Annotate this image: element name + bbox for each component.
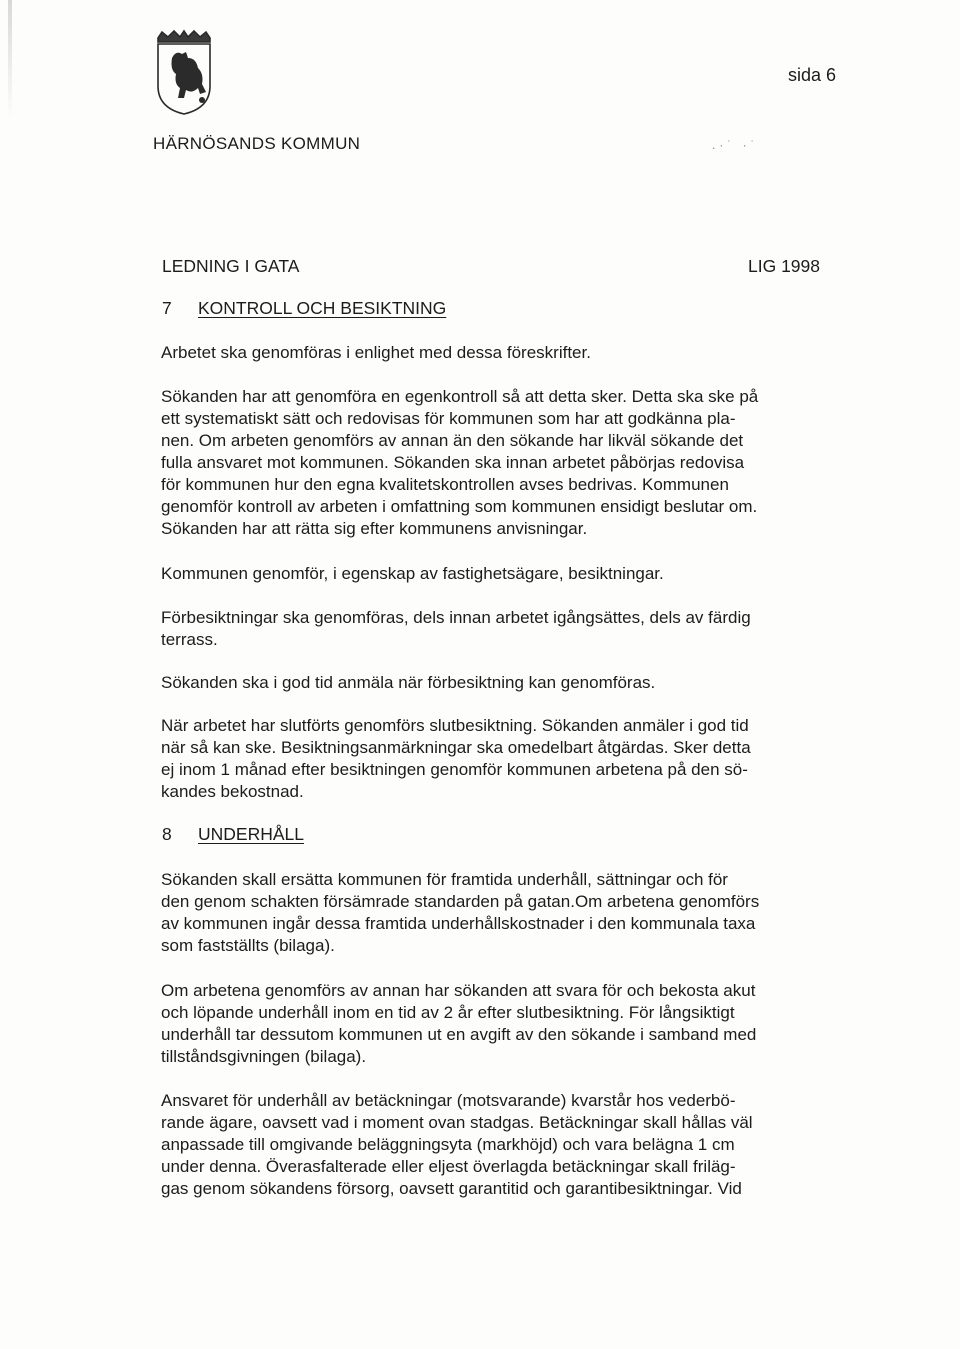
text-line: under denna. Överasfalterade eller eljest överlagda betäckningar skall friläg- [161,1157,736,1176]
paragraph [161,342,841,364]
text-line: nen. Om arbeten genomförs av annan än den sökande har likväl sökande det [161,431,744,450]
scan-speck: .·˙ ·˙ [712,138,759,152]
section-number: 7 [162,298,172,318]
page-number: sida 6 [788,65,837,85]
text-line: anpassade till omgivande beläggningsyta (markhöjd) och vara belägna 1 cm [161,1135,735,1154]
text-line: underhåll tar dessutom kommunen ut en avgift av den sökande i samband med [161,1025,757,1044]
text-line: när så kan ske. Besiktningsanmärkningar ska omedelbart åtgärdas. Sker detta [161,738,751,757]
text-line: När arbetet har slutförts genomförs slutbesiktning. Sökanden anmäler i god tid [161,716,749,735]
paragraph [161,980,841,1068]
text-line: tillståndsgivningen (bilaga). [161,1047,367,1066]
text-line: ej inom 1 månad efter besiktningen genomför kommunen arbetena på den sö- [161,760,748,779]
section-heading-kontroll [162,298,446,319]
text-line: gas genom sökandens försorg, oavsett garantitid och garantibesiktningar. Vid [161,1179,742,1198]
section-title: KONTROLL OCH BESIKTNING [198,298,447,318]
text-line: Sökanden har att rätta sig efter kommunens anvisningar. [161,519,588,538]
text-line: Ansvaret för underhåll av betäckningar (motsvarande) kvarstår hos vederbö- [161,1091,736,1110]
text-line: Förbesiktningar ska genomföras, dels innan arbetet igångsättes, dels av färdig [161,608,751,627]
section-number: 8 [162,824,172,844]
text-line: Sökanden skall ersätta kommunen för framtida underhåll, sättningar och för [161,870,728,889]
text-line: rande ägare, oavsett vad i moment ovan stadgas. Betäckningar skall hållas väl [161,1113,753,1132]
text-line: för kommunen hur den egna kvalitetskontrollen avses bedrivas. Kommunen [161,475,729,494]
text-line: som fastställts (bilaga). [161,936,335,955]
section-heading-underhall [162,824,304,845]
scan-edge-shadow [8,0,12,120]
text-line: Om arbetena genomförs av annan har sökanden att svara för och bekosta akut [161,981,756,1000]
paragraph [161,563,841,585]
text-line: genomför kontroll av arbeten i omfattning som kommunen ensidigt beslutar om. [161,497,758,516]
paragraph [161,1090,841,1200]
section-title: UNDERHÅLL [198,824,304,844]
document-title: LEDNING I GATA [162,256,300,276]
paragraph [161,672,841,694]
text-line: kandes bekostnad. [161,782,304,801]
paragraph [161,715,841,803]
paragraph [161,869,841,957]
paragraph [161,607,841,651]
text-line: den genom schakten försämrade standarden på gatan.Om arbetena genomförs [161,892,760,911]
paragraph [161,386,841,540]
text-line: Kommunen genomför, i egenskap av fastighetsägare, besiktningar. [161,564,664,583]
organization-name: HÄRNÖSANDS KOMMUN [153,134,361,153]
text-line: Sökanden har att genomföra en egenkontroll så att detta sker. Detta ska ske på [161,387,759,406]
text-line: terrass. [161,630,218,649]
text-line: och löpande underhåll inom en tid av 2 år efter slutbesiktning. För långsiktigt [161,1003,735,1022]
text-line: ett systematiskt sätt och redovisas för kommunen som har att godkänna pla- [161,409,736,428]
text-line: av kommunen ingår dessa framtida underhållskostnader i den kommunala taxa [161,914,756,933]
text-line: Arbetet ska genomföras i enlighet med dessa föreskrifter. [161,343,591,362]
municipal-crest-icon [152,28,216,116]
document-code: LIG 1998 [748,256,820,276]
text-line: Sökanden ska i god tid anmäla när förbesiktning kan genomföras. [161,673,656,692]
text-line: fulla ansvaret mot kommunen. Sökanden ska innan arbetet påbörjas redovisa [161,453,745,472]
